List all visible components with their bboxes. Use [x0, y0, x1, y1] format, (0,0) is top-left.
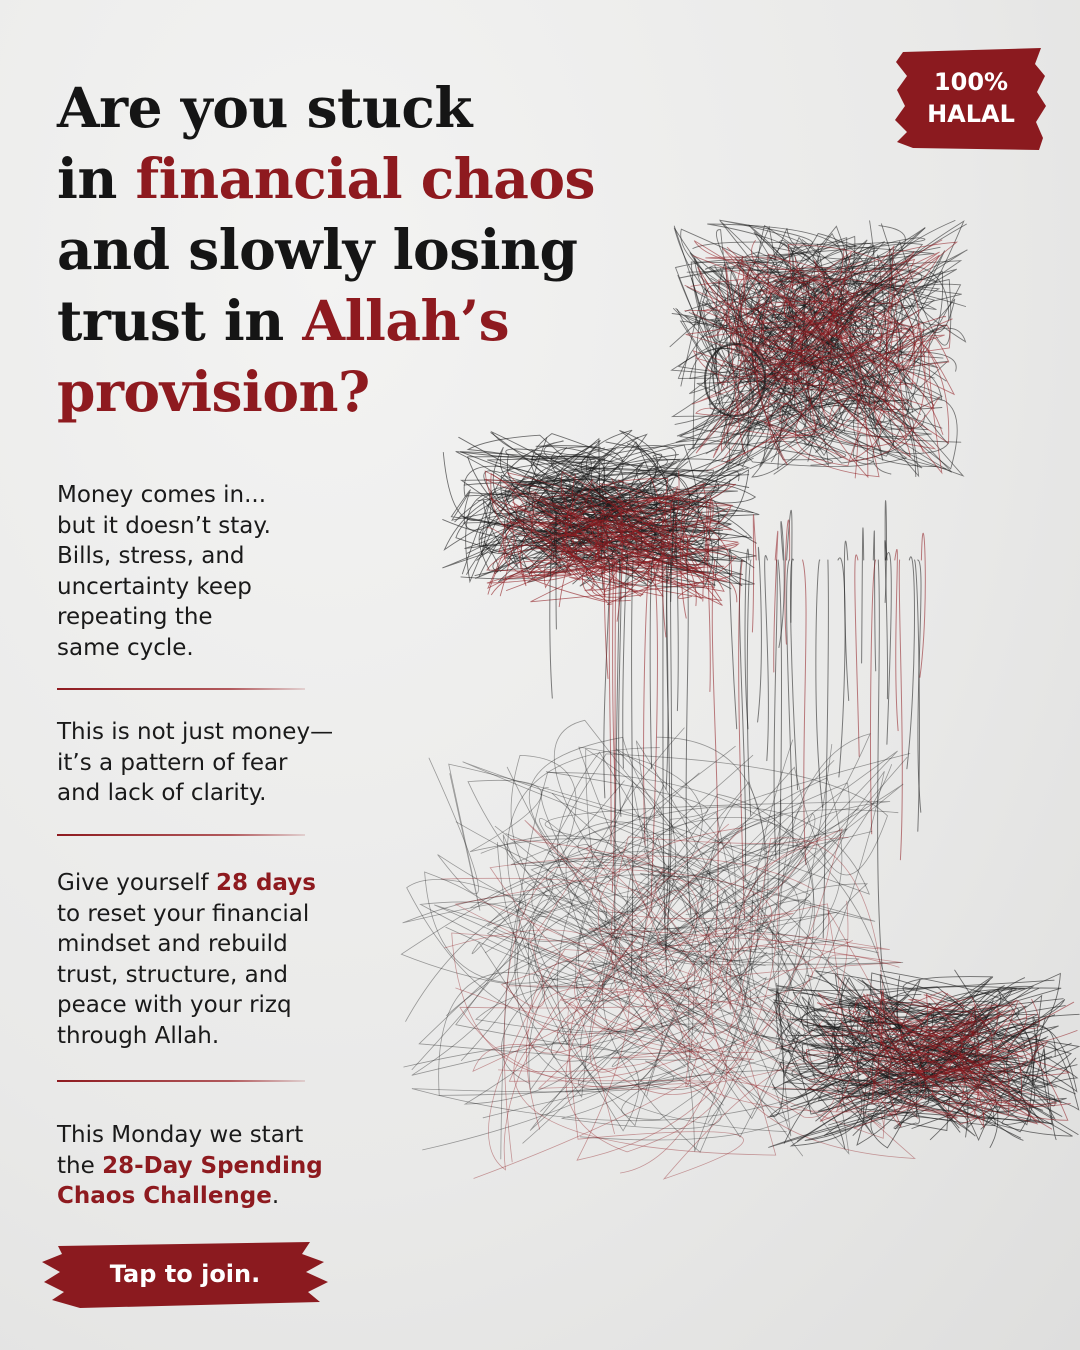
headline [57, 72, 677, 427]
text-line: uncertainty keep [57, 573, 252, 600]
text-line: Money comes in... [57, 482, 267, 508]
divider [57, 688, 305, 690]
headline-line-1: Are you stuck [57, 75, 473, 140]
text-line: peace with your rizq [57, 992, 292, 1018]
text-line: the [57, 1152, 103, 1179]
paragraph-money-cycle [57, 480, 347, 663]
divider [57, 1080, 305, 1082]
highlight-28-days: 28 days [215, 870, 316, 896]
paragraph-pattern [57, 717, 347, 809]
text-line: Bills, stress, and [57, 543, 245, 569]
paragraph-challenge [57, 1120, 347, 1212]
cta-label: Tap to join. [109, 1260, 261, 1288]
text-line: . [271, 1183, 280, 1209]
text-line: same cycle. [57, 634, 194, 661]
paragraph-28-days [57, 868, 347, 1051]
badge-line-2: HALAL [927, 100, 1015, 128]
text-line: This is not just money— [57, 719, 334, 745]
headline-accent: financial chaos [135, 146, 596, 211]
divider [57, 834, 305, 836]
text-line: repeating the [57, 604, 213, 630]
text-line: mindset and rebuild [57, 931, 288, 957]
halal-badge [893, 42, 1049, 154]
text-line: to reset your financial [57, 900, 310, 927]
text-line: Give yourself [57, 870, 216, 896]
text-line: it’s a pattern of fear [57, 749, 288, 776]
headline-line-4 [57, 285, 677, 356]
text-line: This Monday we start [57, 1122, 304, 1148]
text-line: but it doesn’t stay. [57, 512, 271, 539]
headline-line-5: provision? [57, 359, 370, 424]
text-line: trust, structure, and [57, 961, 288, 988]
headline-text: in [57, 146, 136, 211]
headline-text: trust in [57, 288, 303, 353]
challenge-name: 28-Day Spending [102, 1152, 323, 1179]
text-line: through Allah. [57, 1022, 220, 1049]
challenge-name: Chaos Challenge [57, 1183, 272, 1209]
badge-line-1: 100% [933, 68, 1009, 96]
headline-line-2 [57, 143, 677, 214]
text-line: and lack of clarity. [57, 780, 267, 806]
headline-accent: Allah’s [302, 288, 510, 353]
tap-to-join-button[interactable] [40, 1238, 330, 1310]
headline-line-3: and slowly losing [57, 217, 578, 282]
